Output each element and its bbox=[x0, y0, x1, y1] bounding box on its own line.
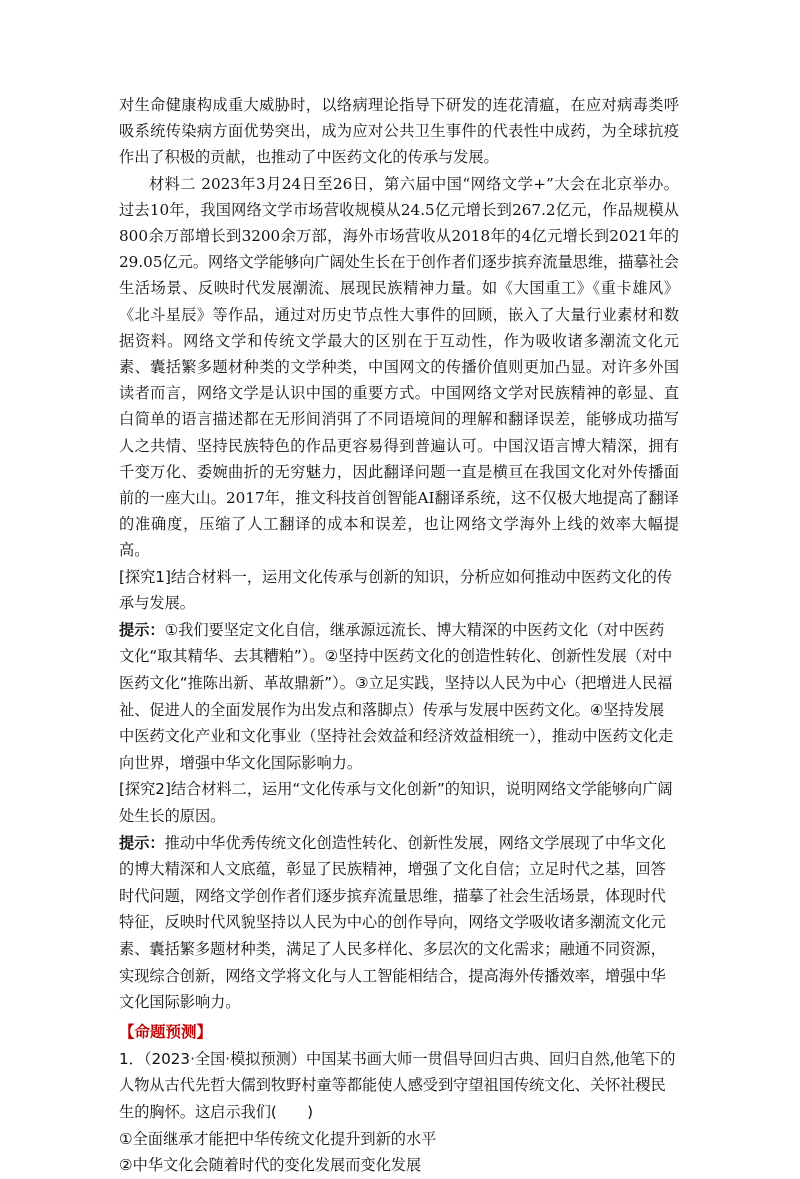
document-page bbox=[119, 92, 679, 1179]
explore2-question: [探究2]结合材料二，运用“文化传承与文化创新”的知识，说明网络文学能够向广阔处生长的原因。 bbox=[119, 780, 673, 825]
hint-label: 提示： bbox=[119, 833, 165, 852]
material1-tail: 对生命健康构成重大威胁时，以络病理论指导下研发的连花清瘟，在应对病毒类呼吸系统传染病方面优势突出，成为应对公共卫生事件的代表性中成药，为全球抗疫作出了积极的贡献，也推动了中医药文化的传承与发展。 bbox=[119, 96, 679, 167]
hint-text: ①我们要坚定文化自信，继承源远流长、博大精深的中医药文化（对中医药文化“取其精华、去其糟粕”）。②坚持中医药文化的创造性转化、创新性发展（对中医药文化“推陈出新、革故鼎新”）。③立足实践，坚持以人民为中心（把增进人民福祉、促进人的全面发展作为出发点和落脚点）传承与发展中医药文化。④坚持发展中医药文化产业和文化事业（坚持社会效益和经济效益相统一），推动中医药文化走向世界，增强中华文化国际影响力。 bbox=[119, 620, 674, 772]
question-option: ②中华文化会随着时代的变化发展而变化发展 bbox=[119, 1156, 422, 1175]
question-stem: 1．（2023·全国·模拟预测）中国某书画大师一贯倡导回归古典、回归自然,他笔下的人物从古代先哲大儒到牧野村童等都能使人感受到守望祖国传统文化、关怀社稷民生的胸怀。这启示我们( ) bbox=[119, 1049, 676, 1121]
explore1-hint bbox=[119, 617, 679, 777]
question-option: ①全面继承才能把中华传统文化提升到新的水平 bbox=[119, 1129, 437, 1148]
material2-paragraph: 材料二 2023年3月24日至26日，第六届中国“网络文学+”大会在北京举办。过去10年，我国网络文学市场营收规模从24.5亿元增长到267.2亿元，作品规模从800余万部增长到3200余万部，海外市场营收从2018年的4亿元增长到2021年的29.05亿元。网络文学能够向广阔处生长在于创作者们逐步摈弃流量思维，描摹社会生活场景、反映时代发展潮流、展现民族精神力量。如《大国重工》《重卡雄风》《北斗星辰》等作品，通过对历史节点性大事件的回顾，嵌入了大量行业素材和数据资料。网络文学和传统文学最大的区别在于互动性，作为吸收诸多潮流文化元素、囊括繁多题材种类的文学种类，中国网文的传播价值则更加凸显。对许多外国读者而言，网络文学是认识中国的重要方式。中国网络文学对民族精神的彰显、直白简单的语言描述都在无形间消弭了不同语境间的理解和翻译误差，能够成功描写人之共情、坚持民族特色的作品更容易得到普遍认可。中国汉语言博大精深，拥有千变万化、委婉曲折的无穷魅力，因此翻译问题一直是横亘在我国文化对外传播面前的一座大山。2017年，推文科技首创智能AI翻译系统，这不仅极大地提高了翻译的准确度，压缩了人工翻译的成本和误差，也让网络文学海外上线的效率大幅提高。 bbox=[119, 174, 679, 560]
section-title: 【命题预测】 bbox=[119, 1022, 213, 1041]
hint-label: 提示： bbox=[119, 620, 165, 639]
explore2-hint bbox=[119, 830, 679, 1016]
hint-text: 推动中华优秀传统文化创造性转化、创新性发展，网络文学展现了中华文化的博大精深和人文底蕴，彰显了民族精神，增强了文化自信；立足时代之基，回答时代问题，网络文学创作者们逐步摈弃流量思维，描摹了社会生活场景，体现时代特征，反映时代风貌坚持以人民为中心的创作导向，网络文学吸收诸多潮流文化元素、囊括繁多题材种类，满足了人民多样化、多层次的文化需求；融通不同资源，实现综合创新，网络文学将文化与人工智能相结合，提高海外传播效率，增强中华文化国际影响力。 bbox=[119, 833, 666, 1012]
explore1-question: [探究1]结合材料一，运用文化传承与创新的知识，分析应如何推动中医药文化的传承与发展。 bbox=[119, 567, 673, 613]
